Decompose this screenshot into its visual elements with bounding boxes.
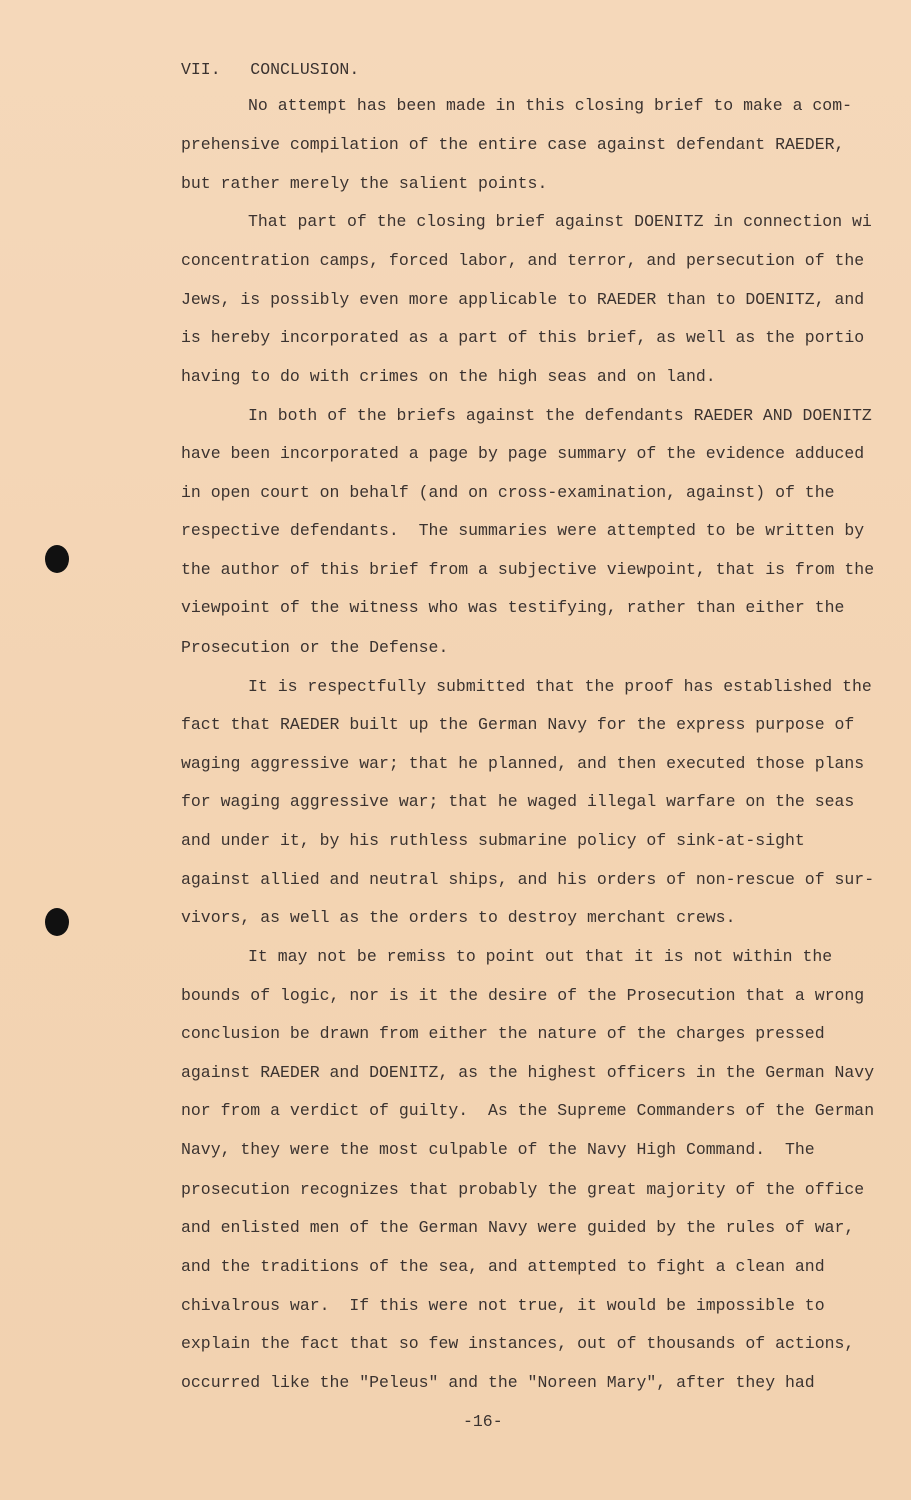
text-line: concentration camps, forced labor, and terror, and persecution of the [181, 251, 865, 270]
text-line: against RAEDER and DOENITZ, as the highest officers in the German Navy [181, 1063, 875, 1082]
text-line: waging aggressive war; that he planned, and then executed those plans [181, 754, 865, 773]
text-line: Navy, they were the most culpable of the Navy High Command. The [181, 1140, 815, 1159]
text-line: have been incorporated a page by page summary of the evidence adduced [181, 444, 865, 463]
text-line: In both of the briefs against the defendants RAEDER AND DOENITZ [248, 406, 872, 425]
text-line: explain the fact that so few instances, out of thousands of actions, [181, 1334, 855, 1353]
text-line: It may not be remiss to point out that it is not within the [248, 947, 833, 966]
text-line: and the traditions of the sea, and attempted to fight a clean and [181, 1257, 825, 1276]
text-line: the author of this brief from a subjective viewpoint, that is from the [181, 560, 875, 579]
text-line: fact that RAEDER built up the German Navy for the express purpose of [181, 715, 855, 734]
text-line: That part of the closing brief against DOENITZ in connection wi [248, 212, 872, 231]
text-line: Jews, is possibly even more applicable to RAEDER than to DOENITZ, and [181, 290, 865, 309]
text-line: vivors, as well as the orders to destroy merchant crews. [181, 908, 736, 927]
text-line: chivalrous war. If this were not true, it would be impossible to [181, 1296, 825, 1315]
text-line: prosecution recognizes that probably the great majority of the office [181, 1180, 865, 1199]
text-line: viewpoint of the witness who was testifying, rather than either the [181, 598, 845, 617]
text-line: Prosecution or the Defense. [181, 638, 449, 657]
text-line: in open court on behalf (and on cross-examination, against) of the [181, 483, 835, 502]
text-line: prehensive compilation of the entire case against defendant RAEDER, [181, 135, 845, 154]
text-line: for waging aggressive war; that he waged illegal warfare on the seas [181, 792, 855, 811]
text-line: respective defendants. The summaries were attempted to be written by [181, 521, 865, 540]
text-line: having to do with crimes on the high seas and on land. [181, 367, 716, 386]
text-line: against allied and neutral ships, and his orders of non-rescue of sur- [181, 870, 875, 889]
text-line: is hereby incorporated as a part of this brief, as well as the portio [181, 328, 865, 347]
page-number: -16- [463, 1412, 503, 1431]
text-line: No attempt has been made in this closing brief to make a com- [248, 96, 852, 115]
text-line: and under it, by his ruthless submarine policy of sink-at-sight [181, 831, 805, 850]
text-line: It is respectfully submitted that the proof has established the [248, 677, 872, 696]
punch-hole-top [45, 545, 69, 573]
text-line: occurred like the "Peleus" and the "Noreen Mary", after they had [181, 1373, 815, 1392]
text-line: but rather merely the salient points. [181, 174, 548, 193]
punch-hole-bottom [45, 908, 69, 936]
text-line: bounds of logic, nor is it the desire of the Prosecution that a wrong [181, 986, 865, 1005]
text-line: nor from a verdict of guilty. As the Supreme Commanders of the German [181, 1101, 875, 1120]
text-line: conclusion be drawn from either the nature of the charges pressed [181, 1024, 825, 1043]
text-line: and enlisted men of the German Navy were guided by the rules of war, [181, 1218, 855, 1237]
section-heading: VII. CONCLUSION. [181, 60, 360, 79]
